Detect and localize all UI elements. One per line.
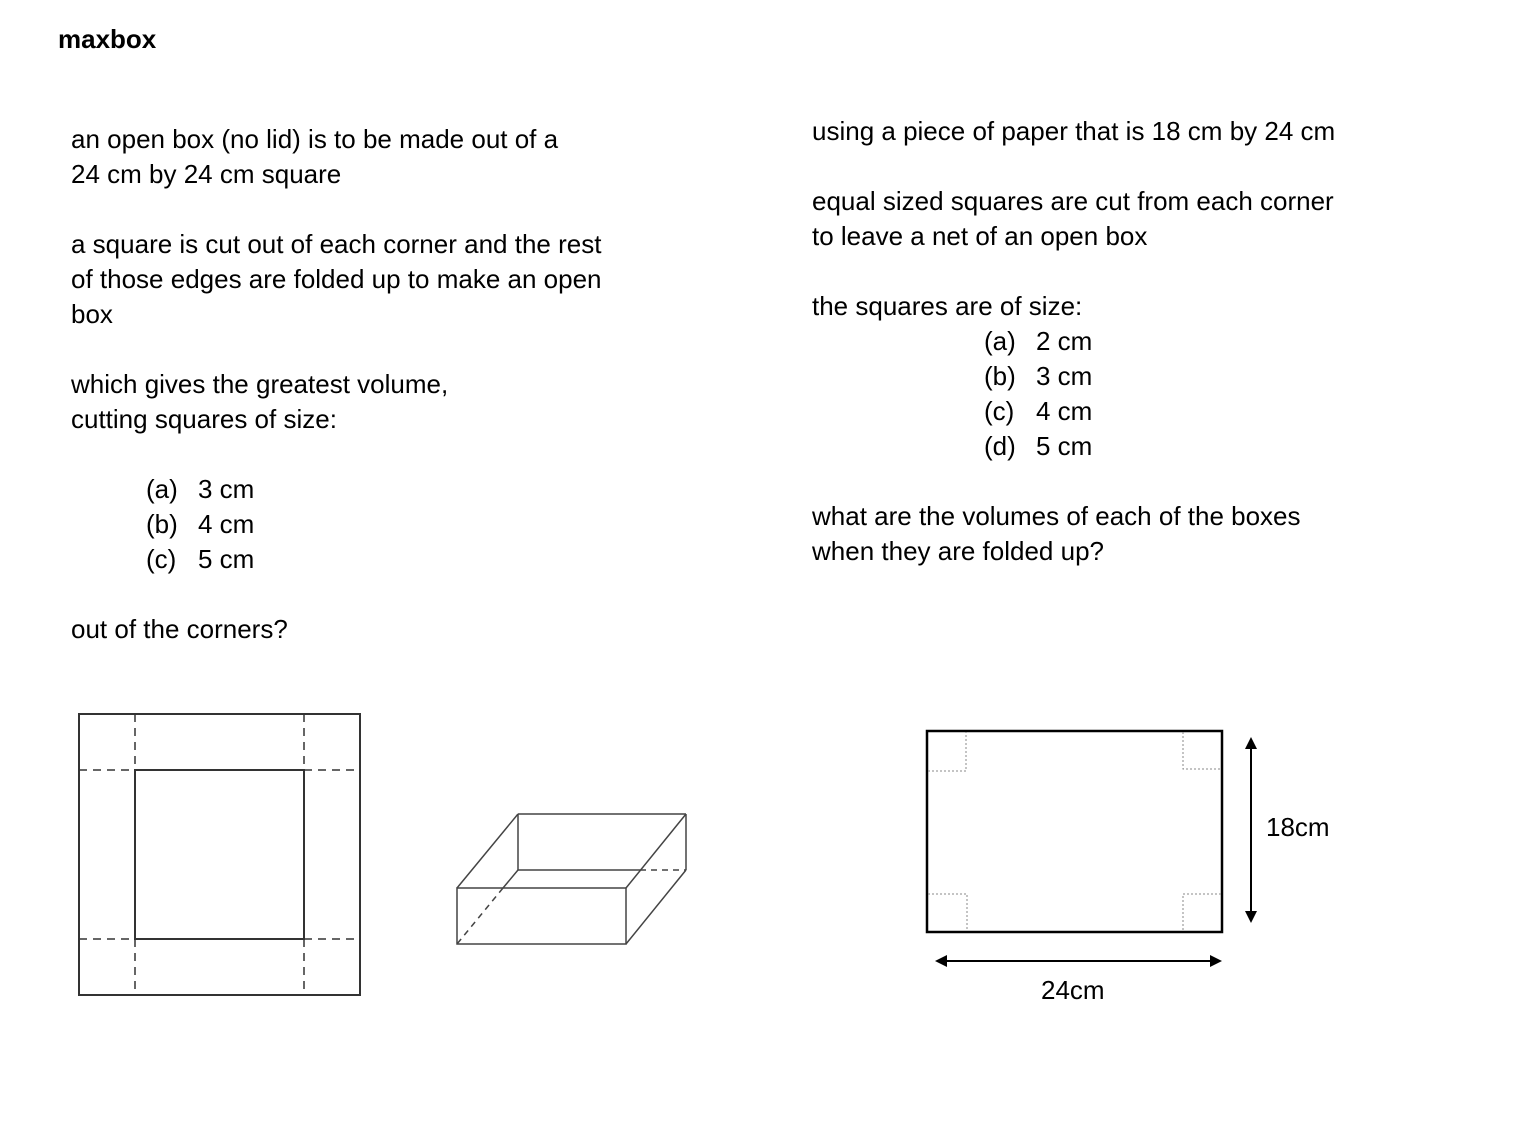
- rectangle-net-diagram: [927, 731, 1257, 967]
- option-d: (d) 5 cm: [984, 431, 1093, 461]
- left-closing: out of the corners?: [71, 614, 288, 644]
- text-line: a square is cut out of each corner and the rest: [71, 229, 602, 259]
- text-line: 24 cm by 24 cm square: [71, 159, 342, 189]
- option-b: (b) 4 cm: [146, 509, 255, 539]
- option-b: (b) 3 cm: [984, 361, 1093, 391]
- height-label: 18cm: [1266, 812, 1330, 842]
- text-line: to leave a net of an open box: [812, 221, 1148, 251]
- text-line: equal sized squares are cut from each corner: [812, 186, 1334, 216]
- width-label: 24cm: [1041, 975, 1105, 1005]
- text-line: an open box (no lid) is to be made out of a: [71, 124, 559, 154]
- option-c: (c) 4 cm: [984, 396, 1093, 426]
- option-c: (c) 5 cm: [146, 544, 255, 574]
- text-line: which gives the greatest volume,: [71, 369, 449, 399]
- text-line: what are the volumes of each of the boxes: [812, 501, 1301, 531]
- text-line: of those edges are folded up to make an open: [71, 264, 602, 294]
- open-box-diagram: [457, 814, 686, 944]
- right-intro: using a piece of paper that is 18 cm by 24 cm: [812, 116, 1336, 146]
- right-sizes-label: the squares are of size:: [812, 291, 1083, 321]
- option-a: (a) 2 cm: [984, 326, 1093, 356]
- text-line: cutting squares of size:: [71, 404, 337, 434]
- text-line: when they are folded up?: [812, 536, 1104, 566]
- option-a: (a) 3 cm: [146, 474, 255, 504]
- text-line: box: [71, 299, 113, 329]
- page-title: maxbox: [58, 24, 157, 54]
- square-net-diagram: [79, 714, 360, 995]
